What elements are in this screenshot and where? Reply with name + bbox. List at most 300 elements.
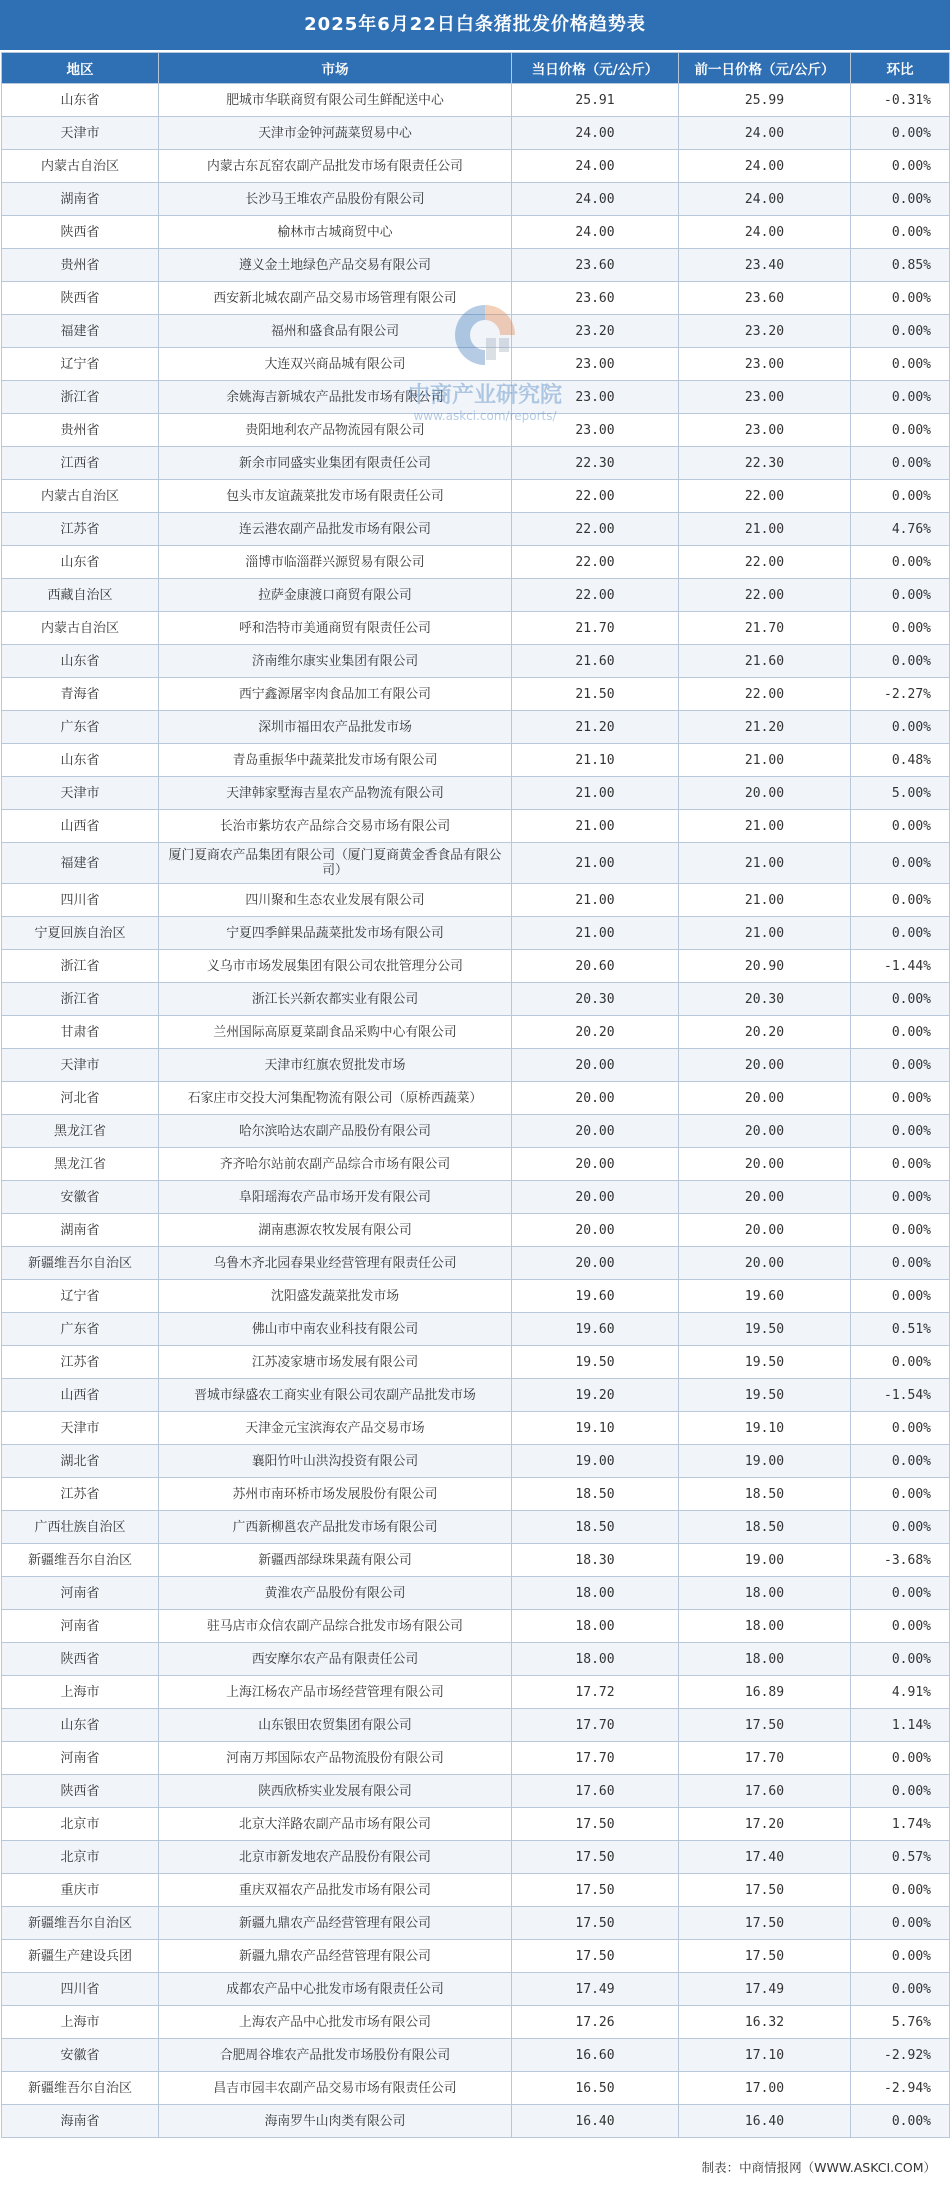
cell-region: 内蒙古自治区 (2, 612, 159, 645)
cell-today-price: 18.00 (512, 1610, 679, 1643)
cell-prev-price: 17.00 (679, 2072, 851, 2105)
cell-change: 0.00% (851, 414, 950, 447)
table-row (2, 917, 950, 950)
table-row (2, 983, 950, 1016)
cell-market: 石家庄市交投大河集配物流有限公司（原桥西蔬菜） (159, 1082, 512, 1115)
cell-prev-price: 20.00 (679, 1115, 851, 1148)
cell-prev-price: 18.00 (679, 1643, 851, 1676)
cell-region: 河南省 (2, 1742, 159, 1775)
cell-today-price: 22.00 (512, 579, 679, 612)
table-row (2, 1610, 950, 1643)
footer-source: 制表：中商情报网（WWW.ASKCI.COM） (701, 2160, 936, 2175)
table-row (2, 579, 950, 612)
cell-today-price: 17.50 (512, 1808, 679, 1841)
cell-market: 兰州国际高原夏菜副食品采购中心有限公司 (159, 1016, 512, 1049)
cell-region: 浙江省 (2, 950, 159, 983)
col-header-market: 市场 (159, 53, 512, 84)
cell-region: 四川省 (2, 884, 159, 917)
cell-prev-price: 20.00 (679, 1049, 851, 1082)
cell-change: 0.00% (851, 1742, 950, 1775)
cell-change: 5.76% (851, 2006, 950, 2039)
cell-today-price: 21.60 (512, 645, 679, 678)
table-row (2, 1247, 950, 1280)
cell-today-price: 20.00 (512, 1115, 679, 1148)
table-row (2, 447, 950, 480)
cell-change: 0.00% (851, 1940, 950, 1973)
cell-region: 广东省 (2, 711, 159, 744)
cell-prev-price: 24.00 (679, 117, 851, 150)
cell-change: 0.00% (851, 1577, 950, 1610)
cell-change: 5.00% (851, 777, 950, 810)
cell-market: 西安摩尔农产品有限责任公司 (159, 1643, 512, 1676)
cell-prev-price: 23.60 (679, 282, 851, 315)
cell-market: 拉萨金康渡口商贸有限公司 (159, 579, 512, 612)
cell-prev-price: 21.20 (679, 711, 851, 744)
cell-region: 辽宁省 (2, 348, 159, 381)
cell-region: 江苏省 (2, 1346, 159, 1379)
table-row (2, 2006, 950, 2039)
cell-market: 肥城市华联商贸有限公司生鲜配送中心 (159, 84, 512, 117)
cell-prev-price: 22.30 (679, 447, 851, 480)
cell-change: 0.48% (851, 744, 950, 777)
cell-today-price: 18.30 (512, 1544, 679, 1577)
cell-market: 呼和浩特市美通商贸有限责任公司 (159, 612, 512, 645)
cell-change: 0.00% (851, 1214, 950, 1247)
table-row (2, 2072, 950, 2105)
cell-region: 山东省 (2, 84, 159, 117)
cell-prev-price: 19.00 (679, 1544, 851, 1577)
cell-region: 陕西省 (2, 282, 159, 315)
cell-region: 湖南省 (2, 183, 159, 216)
cell-prev-price: 20.00 (679, 1082, 851, 1115)
cell-region: 新疆生产建设兵团 (2, 1940, 159, 1973)
cell-today-price: 17.49 (512, 1973, 679, 2006)
cell-market: 西宁鑫源屠宰肉食品加工有限公司 (159, 678, 512, 711)
cell-region: 广西壮族自治区 (2, 1511, 159, 1544)
cell-change: 1.74% (851, 1808, 950, 1841)
cell-today-price: 21.70 (512, 612, 679, 645)
cell-region: 黑龙江省 (2, 1148, 159, 1181)
cell-market: 上海江杨农产品市场经营管理有限公司 (159, 1676, 512, 1709)
table-row (2, 1940, 950, 1973)
table-row (2, 1841, 950, 1874)
cell-today-price: 20.30 (512, 983, 679, 1016)
table-row (2, 1709, 950, 1742)
cell-change: 4.76% (851, 513, 950, 546)
cell-today-price: 16.60 (512, 2039, 679, 2072)
cell-change: 0.00% (851, 546, 950, 579)
cell-today-price: 17.60 (512, 1775, 679, 1808)
cell-prev-price: 20.90 (679, 950, 851, 983)
cell-prev-price: 20.00 (679, 777, 851, 810)
cell-region: 福建省 (2, 843, 159, 884)
cell-today-price: 21.20 (512, 711, 679, 744)
cell-change: 0.00% (851, 645, 950, 678)
cell-prev-price: 22.00 (679, 579, 851, 612)
cell-change: 0.00% (851, 1973, 950, 2006)
cell-change: 0.85% (851, 249, 950, 282)
cell-region: 陕西省 (2, 1643, 159, 1676)
cell-change: 0.00% (851, 1346, 950, 1379)
cell-prev-price: 21.00 (679, 843, 851, 884)
cell-change: 0.00% (851, 612, 950, 645)
table-row (2, 84, 950, 117)
table-row (2, 1742, 950, 1775)
cell-change: 0.00% (851, 1148, 950, 1181)
cell-today-price: 22.30 (512, 447, 679, 480)
cell-market: 陕西欣桥实业发展有限公司 (159, 1775, 512, 1808)
cell-market: 长治市紫坊农产品综合交易市场有限公司 (159, 810, 512, 843)
table-row (2, 381, 950, 414)
cell-change: 0.51% (851, 1313, 950, 1346)
cell-change: 0.00% (851, 579, 950, 612)
cell-change: 0.00% (851, 1874, 950, 1907)
cell-prev-price: 24.00 (679, 183, 851, 216)
cell-region: 辽宁省 (2, 1280, 159, 1313)
table-row (2, 1313, 950, 1346)
table-row (2, 810, 950, 843)
cell-today-price: 17.50 (512, 1907, 679, 1940)
table-row (2, 1808, 950, 1841)
table-row (2, 1676, 950, 1709)
cell-prev-price: 20.00 (679, 1214, 851, 1247)
cell-market: 沈阳盛发蔬菜批发市场 (159, 1280, 512, 1313)
cell-today-price: 23.00 (512, 414, 679, 447)
table-row (2, 1082, 950, 1115)
cell-region: 山西省 (2, 1379, 159, 1412)
cell-today-price: 20.00 (512, 1148, 679, 1181)
cell-today-price: 17.50 (512, 1940, 679, 1973)
cell-prev-price: 21.00 (679, 513, 851, 546)
cell-market: 新疆九鼎农产品经营管理有限公司 (159, 1940, 512, 1973)
cell-today-price: 18.50 (512, 1511, 679, 1544)
cell-change: 0.00% (851, 1775, 950, 1808)
cell-prev-price: 16.32 (679, 2006, 851, 2039)
cell-market: 阜阳瑶海农产品市场开发有限公司 (159, 1181, 512, 1214)
cell-region: 山西省 (2, 810, 159, 843)
col-header-prev-price: 前一日价格（元/公斤） (679, 53, 851, 84)
cell-region: 重庆市 (2, 1874, 159, 1907)
cell-change: 0.00% (851, 183, 950, 216)
cell-prev-price: 22.00 (679, 480, 851, 513)
cell-prev-price: 17.50 (679, 1907, 851, 1940)
cell-prev-price: 18.00 (679, 1610, 851, 1643)
cell-region: 河南省 (2, 1610, 159, 1643)
table-row (2, 1643, 950, 1676)
table-row (2, 150, 950, 183)
cell-region: 北京市 (2, 1808, 159, 1841)
table-row (2, 1214, 950, 1247)
cell-prev-price: 17.10 (679, 2039, 851, 2072)
watermark-name: 中商产业研究院 (407, 383, 562, 408)
table-row (2, 1511, 950, 1544)
cell-today-price: 20.00 (512, 1181, 679, 1214)
col-header-today-price: 当日价格（元/公斤） (512, 53, 679, 84)
cell-region: 江苏省 (2, 513, 159, 546)
cell-today-price: 22.00 (512, 513, 679, 546)
cell-today-price: 23.00 (512, 381, 679, 414)
cell-today-price: 18.50 (512, 1478, 679, 1511)
cell-region: 福建省 (2, 315, 159, 348)
cell-market: 齐齐哈尔站前农副产品综合市场有限公司 (159, 1148, 512, 1181)
cell-change: 0.00% (851, 1643, 950, 1676)
table-row (2, 2105, 950, 2138)
table-row (2, 843, 950, 884)
header-row (2, 53, 950, 84)
table-row (2, 711, 950, 744)
cell-region: 山东省 (2, 744, 159, 777)
cell-change: 0.00% (851, 216, 950, 249)
cell-change: 0.00% (851, 711, 950, 744)
cell-prev-price: 21.00 (679, 810, 851, 843)
cell-region: 新疆维吾尔自治区 (2, 1907, 159, 1940)
cell-region: 陕西省 (2, 1775, 159, 1808)
table-row (2, 678, 950, 711)
cell-market: 上海农产品中心批发市场有限公司 (159, 2006, 512, 2039)
cell-region: 新疆维吾尔自治区 (2, 1247, 159, 1280)
col-header-change: 环比 (851, 53, 950, 84)
cell-today-price: 20.00 (512, 1082, 679, 1115)
cell-prev-price: 17.20 (679, 1808, 851, 1841)
cell-change: 0.00% (851, 1181, 950, 1214)
table-row (2, 884, 950, 917)
cell-market: 北京大洋路农副产品市场有限公司 (159, 1808, 512, 1841)
cell-region: 北京市 (2, 1841, 159, 1874)
cell-market: 驻马店市众信农副产品综合批发市场有限公司 (159, 1610, 512, 1643)
table-row (2, 1973, 950, 2006)
table-row (2, 315, 950, 348)
cell-today-price: 18.00 (512, 1577, 679, 1610)
cell-prev-price: 19.10 (679, 1412, 851, 1445)
cell-market: 西安新北城农副产品交易市场管理有限公司 (159, 282, 512, 315)
cell-change: 0.00% (851, 1247, 950, 1280)
cell-region: 上海市 (2, 1676, 159, 1709)
cell-market: 内蒙古东瓦窑农副产品批发市场有限责任公司 (159, 150, 512, 183)
cell-prev-price: 21.60 (679, 645, 851, 678)
cell-prev-price: 20.00 (679, 1181, 851, 1214)
cell-market: 长沙马王堆农产品股份有限公司 (159, 183, 512, 216)
col-header-region: 地区 (2, 53, 159, 84)
cell-region: 海南省 (2, 2105, 159, 2138)
cell-today-price: 17.50 (512, 1841, 679, 1874)
table-row (2, 777, 950, 810)
cell-region: 内蒙古自治区 (2, 480, 159, 513)
cell-prev-price: 19.50 (679, 1313, 851, 1346)
cell-market: 济南维尔康实业集团有限公司 (159, 645, 512, 678)
cell-prev-price: 23.00 (679, 381, 851, 414)
cell-market: 连云港农副产品批发市场有限公司 (159, 513, 512, 546)
cell-market: 新余市同盛实业集团有限责任公司 (159, 447, 512, 480)
cell-region: 甘肃省 (2, 1016, 159, 1049)
cell-today-price: 22.00 (512, 546, 679, 579)
cell-change: 0.00% (851, 315, 950, 348)
table-row (2, 183, 950, 216)
cell-region: 天津市 (2, 1412, 159, 1445)
cell-prev-price: 20.20 (679, 1016, 851, 1049)
cell-market: 晋城市绿盛农工商实业有限公司农副产品批发市场 (159, 1379, 512, 1412)
cell-region: 陕西省 (2, 216, 159, 249)
table-row (2, 216, 950, 249)
cell-region: 四川省 (2, 1973, 159, 2006)
table-row (2, 950, 950, 983)
cell-today-price: 21.00 (512, 917, 679, 950)
cell-market: 四川聚和生态农业发展有限公司 (159, 884, 512, 917)
cell-change: -0.31% (851, 84, 950, 117)
cell-region: 江西省 (2, 447, 159, 480)
cell-prev-price: 22.00 (679, 678, 851, 711)
table-row (2, 282, 950, 315)
cell-today-price: 24.00 (512, 150, 679, 183)
cell-market: 宁夏四季鲜果品蔬菜批发市场有限公司 (159, 917, 512, 950)
cell-region: 上海市 (2, 2006, 159, 2039)
cell-prev-price: 18.00 (679, 1577, 851, 1610)
cell-prev-price: 17.50 (679, 1709, 851, 1742)
cell-prev-price: 20.00 (679, 1247, 851, 1280)
cell-prev-price: 19.50 (679, 1346, 851, 1379)
table-row (2, 1544, 950, 1577)
cell-market: 河南万邦国际农产品物流股份有限公司 (159, 1742, 512, 1775)
cell-market: 江苏凌家塘市场发展有限公司 (159, 1346, 512, 1379)
table-row (2, 1412, 950, 1445)
cell-region: 贵州省 (2, 249, 159, 282)
cell-prev-price: 21.70 (679, 612, 851, 645)
cell-region: 湖南省 (2, 1214, 159, 1247)
cell-change: 0.00% (851, 117, 950, 150)
table-body (2, 84, 950, 2138)
cell-prev-price: 21.00 (679, 884, 851, 917)
cell-change: 1.14% (851, 1709, 950, 1742)
cell-market: 遵义金土地绿色产品交易有限公司 (159, 249, 512, 282)
cell-today-price: 23.20 (512, 315, 679, 348)
table-row (2, 1445, 950, 1478)
cell-change: 0.00% (851, 1016, 950, 1049)
cell-market: 重庆双福农产品批发市场有限公司 (159, 1874, 512, 1907)
cell-today-price: 17.72 (512, 1676, 679, 1709)
cell-prev-price: 19.00 (679, 1445, 851, 1478)
cell-market: 青岛重振华中蔬菜批发市场有限公司 (159, 744, 512, 777)
cell-market: 浙江长兴新农都实业有限公司 (159, 983, 512, 1016)
cell-prev-price: 19.50 (679, 1379, 851, 1412)
cell-today-price: 21.50 (512, 678, 679, 711)
cell-change: 0.00% (851, 983, 950, 1016)
cell-change: 0.00% (851, 447, 950, 480)
cell-today-price: 24.00 (512, 216, 679, 249)
table-row (2, 1874, 950, 1907)
cell-prev-price: 16.89 (679, 1676, 851, 1709)
cell-today-price: 24.00 (512, 117, 679, 150)
cell-prev-price: 25.99 (679, 84, 851, 117)
cell-region: 青海省 (2, 678, 159, 711)
table-row (2, 2039, 950, 2072)
cell-prev-price: 21.00 (679, 744, 851, 777)
cell-prev-price: 17.40 (679, 1841, 851, 1874)
cell-change: 0.00% (851, 1610, 950, 1643)
watermark-url: www.askci.com/reports/ (413, 409, 557, 423)
cell-market: 深圳市福田农产品批发市场 (159, 711, 512, 744)
cell-prev-price: 16.40 (679, 2105, 851, 2138)
cell-today-price: 21.00 (512, 884, 679, 917)
cell-today-price: 19.60 (512, 1280, 679, 1313)
cell-change: -2.27% (851, 678, 950, 711)
cell-today-price: 23.00 (512, 348, 679, 381)
cell-today-price: 20.00 (512, 1214, 679, 1247)
cell-today-price: 17.70 (512, 1709, 679, 1742)
cell-today-price: 20.00 (512, 1049, 679, 1082)
cell-change: 0.00% (851, 810, 950, 843)
cell-today-price: 19.60 (512, 1313, 679, 1346)
cell-prev-price: 18.50 (679, 1478, 851, 1511)
table-row (2, 1907, 950, 1940)
cell-today-price: 17.70 (512, 1742, 679, 1775)
cell-region: 湖北省 (2, 1445, 159, 1478)
table-row (2, 645, 950, 678)
cell-change: -2.94% (851, 2072, 950, 2105)
cell-market: 义乌市市场发展集团有限公司农批管理分公司 (159, 950, 512, 983)
cell-today-price: 20.00 (512, 1247, 679, 1280)
cell-region: 天津市 (2, 777, 159, 810)
table-row (2, 1280, 950, 1313)
cell-today-price: 19.50 (512, 1346, 679, 1379)
cell-today-price: 22.00 (512, 480, 679, 513)
cell-market: 余姚海吉新城农产品批发市场有限公司 (159, 381, 512, 414)
cell-change: 0.00% (851, 2105, 950, 2138)
cell-today-price: 19.10 (512, 1412, 679, 1445)
cell-prev-price: 23.40 (679, 249, 851, 282)
cell-prev-price: 20.00 (679, 1148, 851, 1181)
table-row (2, 480, 950, 513)
cell-today-price: 21.00 (512, 843, 679, 884)
cell-prev-price: 24.00 (679, 216, 851, 249)
cell-change: 0.00% (851, 1280, 950, 1313)
cell-change: 0.00% (851, 1478, 950, 1511)
cell-change: 0.00% (851, 1412, 950, 1445)
cell-today-price: 17.26 (512, 2006, 679, 2039)
cell-today-price: 25.91 (512, 84, 679, 117)
cell-market: 成都农产品中心批发市场有限责任公司 (159, 1973, 512, 2006)
cell-change: -1.54% (851, 1379, 950, 1412)
cell-market: 新疆九鼎农产品经营管理有限公司 (159, 1907, 512, 1940)
cell-region: 浙江省 (2, 983, 159, 1016)
table-title: 2025年6月22日白条猪批发价格趋势表 (0, 0, 950, 50)
cell-change: 0.00% (851, 884, 950, 917)
table-row (2, 1049, 950, 1082)
cell-region: 新疆维吾尔自治区 (2, 1544, 159, 1577)
table-row (2, 1577, 950, 1610)
cell-market: 天津金元宝滨海农产品交易市场 (159, 1412, 512, 1445)
cell-region: 浙江省 (2, 381, 159, 414)
cell-prev-price: 19.60 (679, 1280, 851, 1313)
cell-region: 江苏省 (2, 1478, 159, 1511)
cell-today-price: 20.60 (512, 950, 679, 983)
cell-today-price: 16.40 (512, 2105, 679, 2138)
cell-change: 0.00% (851, 917, 950, 950)
cell-market: 湖南惠源农牧发展有限公司 (159, 1214, 512, 1247)
cell-region: 西藏自治区 (2, 579, 159, 612)
table-row (2, 1346, 950, 1379)
cell-change: 0.00% (851, 1445, 950, 1478)
cell-prev-price: 23.00 (679, 414, 851, 447)
cell-region: 宁夏回族自治区 (2, 917, 159, 950)
cell-market: 包头市友谊蔬菜批发市场有限责任公司 (159, 480, 512, 513)
cell-today-price: 21.00 (512, 810, 679, 843)
cell-region: 河南省 (2, 1577, 159, 1610)
cell-prev-price: 17.60 (679, 1775, 851, 1808)
table-row (2, 1115, 950, 1148)
cell-region: 天津市 (2, 117, 159, 150)
cell-region: 天津市 (2, 1049, 159, 1082)
cell-market: 北京市新发地农产品股份有限公司 (159, 1841, 512, 1874)
cell-region: 安徽省 (2, 2039, 159, 2072)
